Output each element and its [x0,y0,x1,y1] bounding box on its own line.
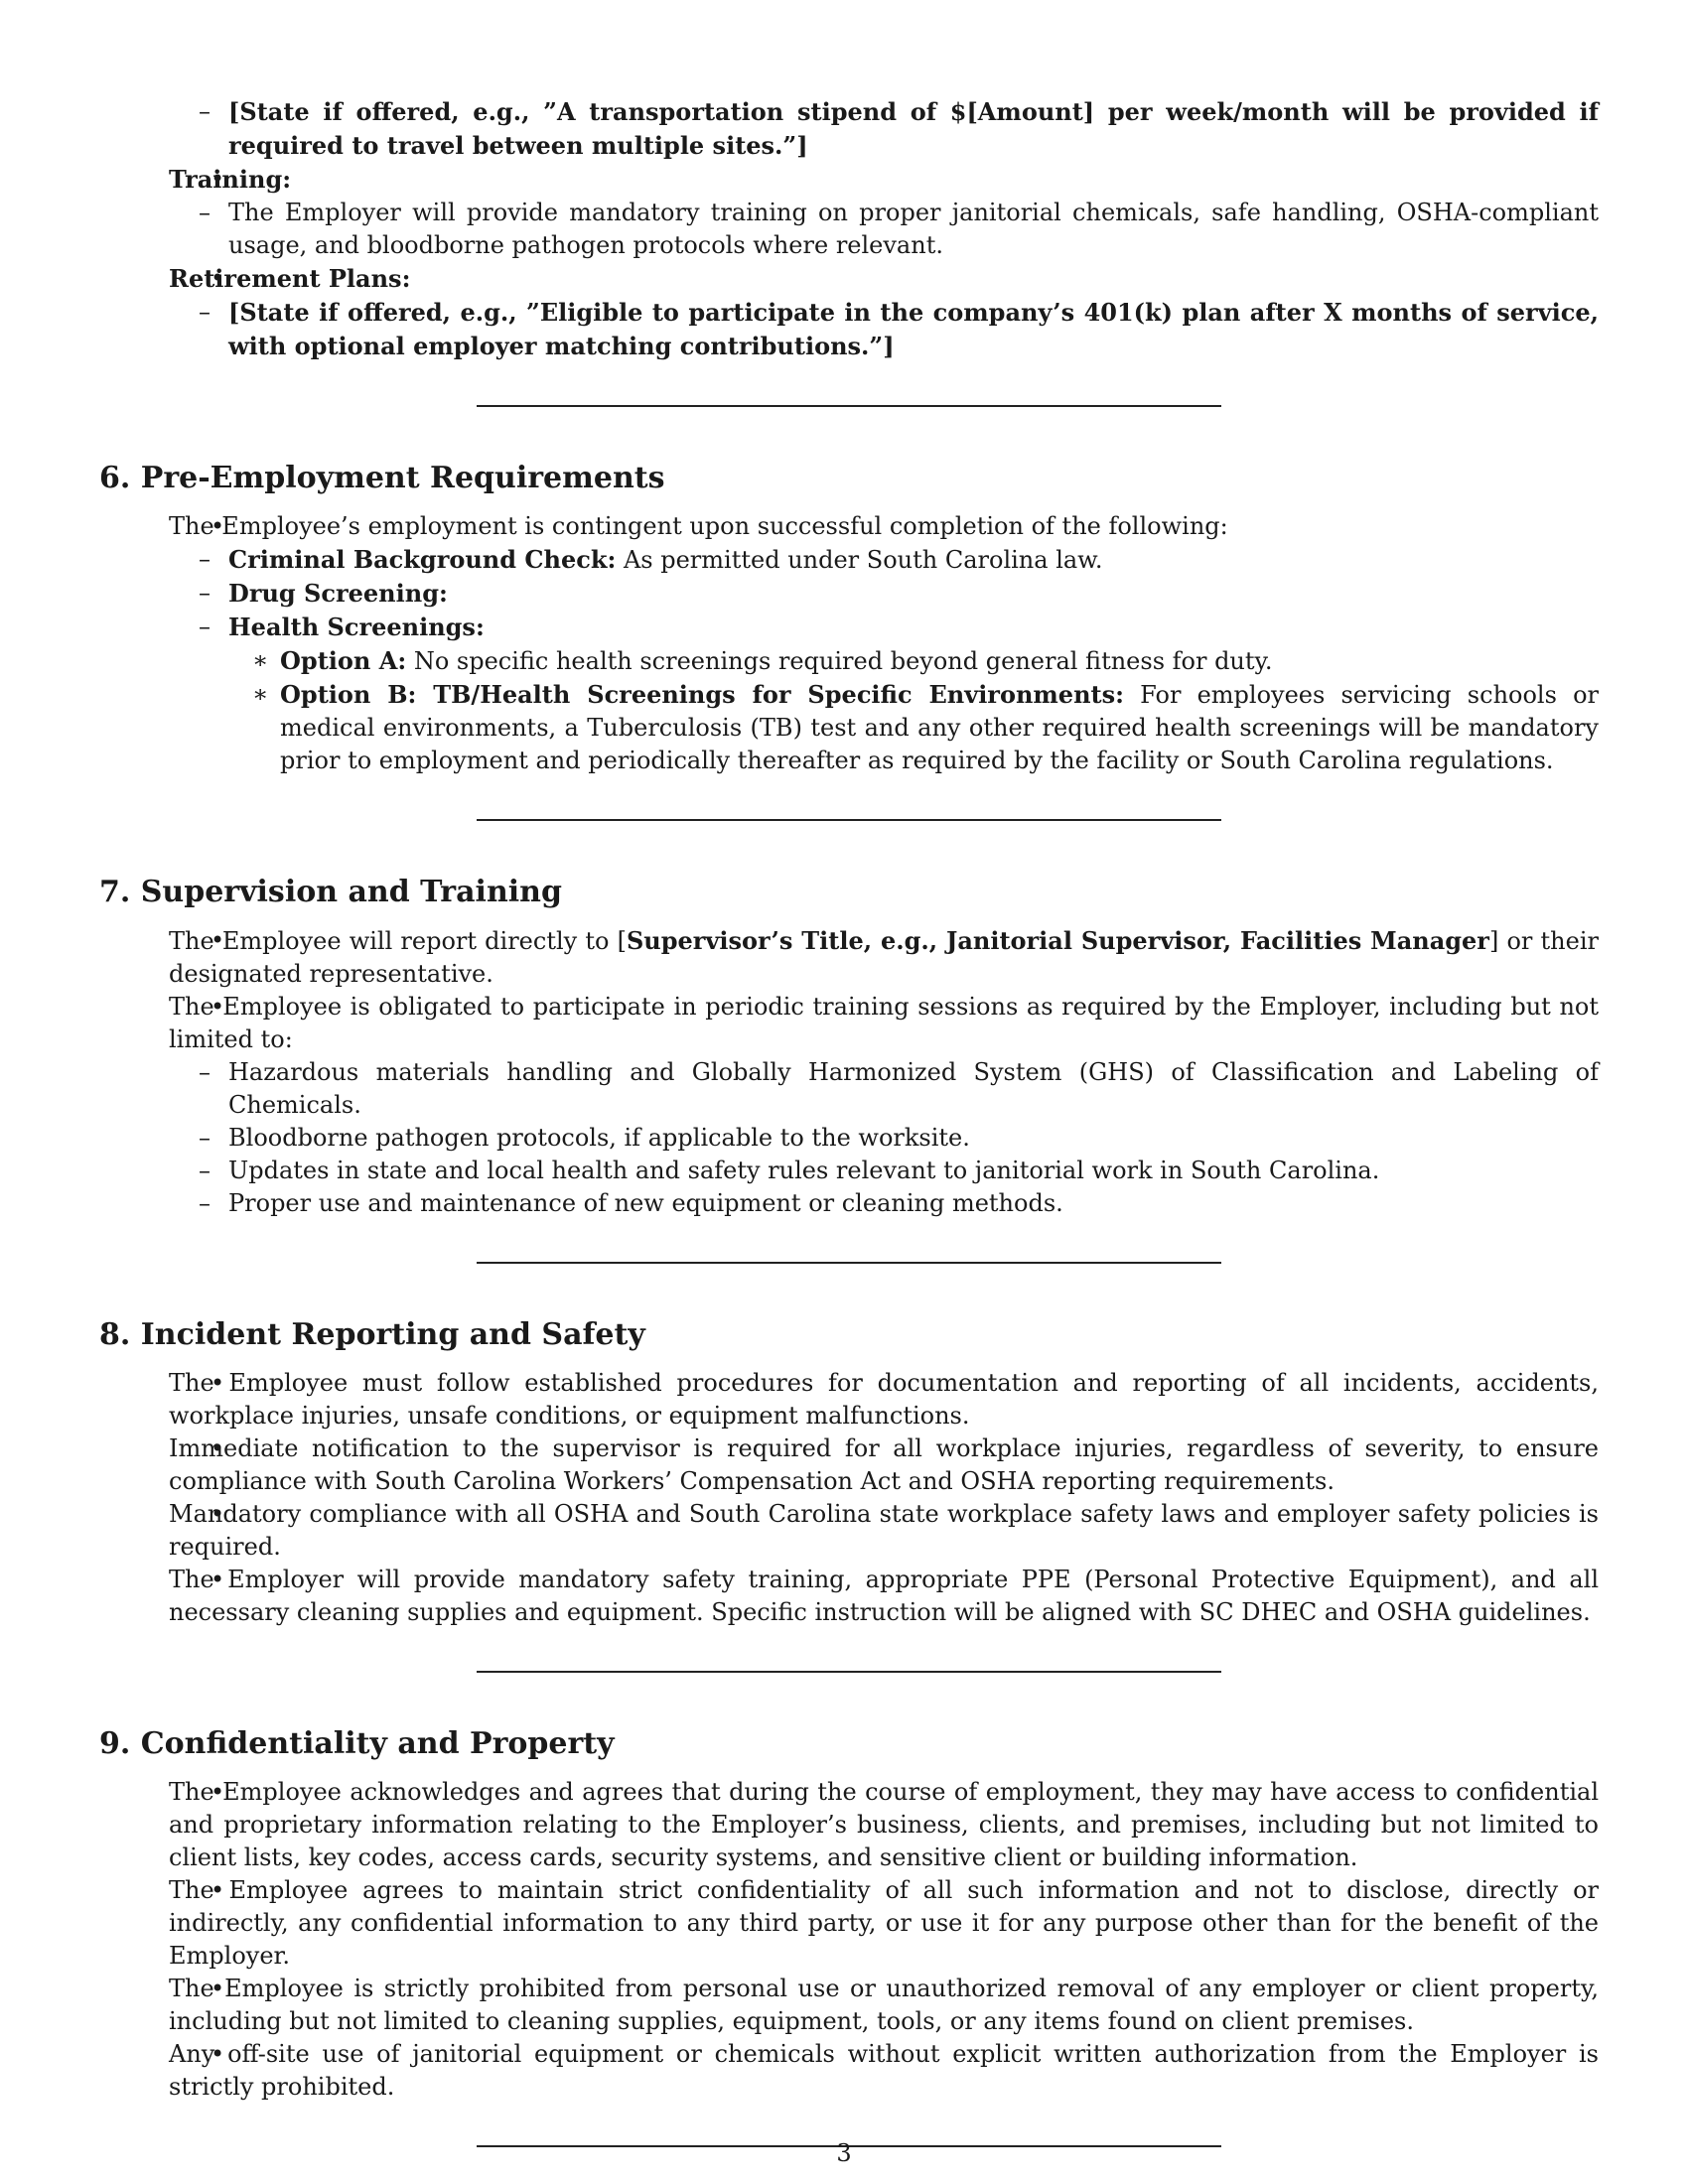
section-8-list [99,1367,1599,1629]
section-divider [477,1671,1221,1673]
section-9-heading: 9. Confidentiality and Property [99,1726,615,1761]
list-item: – Drug Screening: [228,577,1599,611]
section-6-heading: 6. Pre-Employment Requirements [99,461,665,495]
list-item: • The Employee is obligated to participate in periodic training sessions as required by the Employer, including but not limited to: – Hazardous materials handling and Globally Harmonized System (GHS) of Classification and Labeling of Chemicals. – Bloodborne pathogen protocols, if applicable to the worksite. – Updates in state and local health and safety rules relevant to janitorial work in South Carolina. – Proper use and maintenance of new equipment or cleaning methods. [169,991,1599,1220]
list-item: – [State if offered, e.g., ”Eligible to participate in the company’s 401(k) plan after X months of service, with optional employer matching contributions.”] [228,296,1599,363]
list-item [169,95,1599,163]
list-item: ∗ Option B: TB/Health Screenings for Specific Environments: For employees servicing schools or medical environments, a Tuberculosis (TB) test and any other required health screenings will be mandatory prior to employment and periodically thereafter as required by the facility or South Carolina regulations. [280,678,1599,777]
list-item: • The Employee must follow established procedures for documentation and reporting of all incidents, accidents, workplace injuries, unsafe conditions, or equipment malfunctions. [169,1367,1599,1433]
list-item: – Updates in state and local health and safety rules relevant to janitorial work in South Carolina. [228,1155,1599,1187]
section-divider [477,405,1221,407]
list-item: • The Employee is strictly prohibited from personal use or unauthorized removal of any employer or client property, including but not limited to cleaning supplies, equipment, tools, or any items found on client premises. [169,1973,1599,2038]
section-7-heading: 7. Supervision and Training [99,875,562,909]
list-item: • Training: – The Employer will provide mandatory training on proper janitorial chemicals, safe handling, OSHA-compliant usage, and bloodborne pathogen protocols where relevant. [169,163,1599,262]
section-9-list [99,1776,1599,2104]
list-item: – Proper use and maintenance of new equipment or cleaning methods. [228,1187,1599,1220]
section-divider [477,1262,1221,1264]
benefits-list-continued [99,95,1599,363]
page-number: 3 [836,2139,852,2167]
list-item: • The Employer will provide mandatory safety training, appropriate PPE (Personal Protective Equipment), and all necessary cleaning supplies and equipment. Specific instruction will be aligned with SC DHEC and OSHA guidelines. [169,1564,1599,1629]
list-item: – Health Screenings: ∗ Option A: No specific health screenings required beyond general fitness for duty. ∗ Option B: TB/Health Screenings for Specific Environments: For employees servicing schools or medical environments, a Tuberculosis (TB) test and any other required health screenings will be mandatory prior to employment and periodically thereafter as required by the facility or South Carolina regulations. [228,611,1599,777]
list-item: – The Employer will provide mandatory training on proper janitorial chemicals, safe handling, OSHA-compliant usage, and bloodborne pathogen protocols where relevant. [228,197,1599,262]
section-6-list [99,510,1599,777]
document-page [99,95,1599,2147]
list-item: – Bloodborne pathogen protocols, if applicable to the worksite. [228,1122,1599,1155]
list-item: • Any off-site use of janitorial equipment or chemicals without explicit written authorization from the Employer is strictly prohibited. [169,2038,1599,2104]
section-8-heading: 8. Incident Reporting and Safety [99,1317,645,1352]
list-item: ∗ Option A: No specific health screenings required beyond general fitness for duty. [280,644,1599,678]
list-item: • The Employee’s employment is contingent upon successful completion of the following: – Criminal Background Check: As permitted under South Carolina law. – Drug Screening: – Health Screenings: ∗ Option A: No specific health screenings required beyond general fitness for duty. ∗ Option B: TB/Health Screenings for Specific Environments: For employees servicing schools or medical environments, a Tuberculosis (TB) test and any other required health screenings will be mandatory prior to employment and periodically thereafter as required by the facility or South Carolina regulations. [169,510,1599,777]
list-item: • Mandatory compliance with all OSHA and South Carolina state workplace safety laws and employer safety policies is required. [169,1498,1599,1564]
section-divider [477,819,1221,821]
list-item: • The Employee agrees to maintain strict confidentiality of all such information and not to disclose, directly or indirectly, any confidential information to any third party, or use it for any purpose other than for the benefit of the Employer. [169,1874,1599,1973]
list-item: • Immediate notification to the supervisor is required for all workplace injuries, regardless of severity, to ensure compliance with South Carolina Workers’ Compensation Act and OSHA reporting requirements. [169,1433,1599,1498]
list-item: – Hazardous materials handling and Globally Harmonized System (GHS) of Classification and Labeling of Chemicals. [228,1056,1599,1122]
list-item: • The Employee acknowledges and agrees that during the course of employment, they may have access to confidential and proprietary information relating to the Employer’s business, clients, and premises, including but not limited to client lists, key codes, access cards, security systems, and sensitive client or building information. [169,1776,1599,1874]
section-7-list [99,924,1599,1220]
list-item: – Criminal Background Check: As permitted under South Carolina law. [228,543,1599,577]
list-item: • The Employee will report directly to [Supervisor’s Title, e.g., Janitorial Supervisor, Facilities Manager] or their designated representative. [169,924,1599,991]
list-item: – [State if offered, e.g., ”A transportation stipend of $[Amount] per week/month will be provided if required to travel between multiple sites.”] [228,95,1599,163]
list-item: • Retirement Plans: – [State if offered, e.g., ”Eligible to participate in the company’s 401(k) plan after X months of service, with optional employer matching contributions.”] [169,262,1599,363]
